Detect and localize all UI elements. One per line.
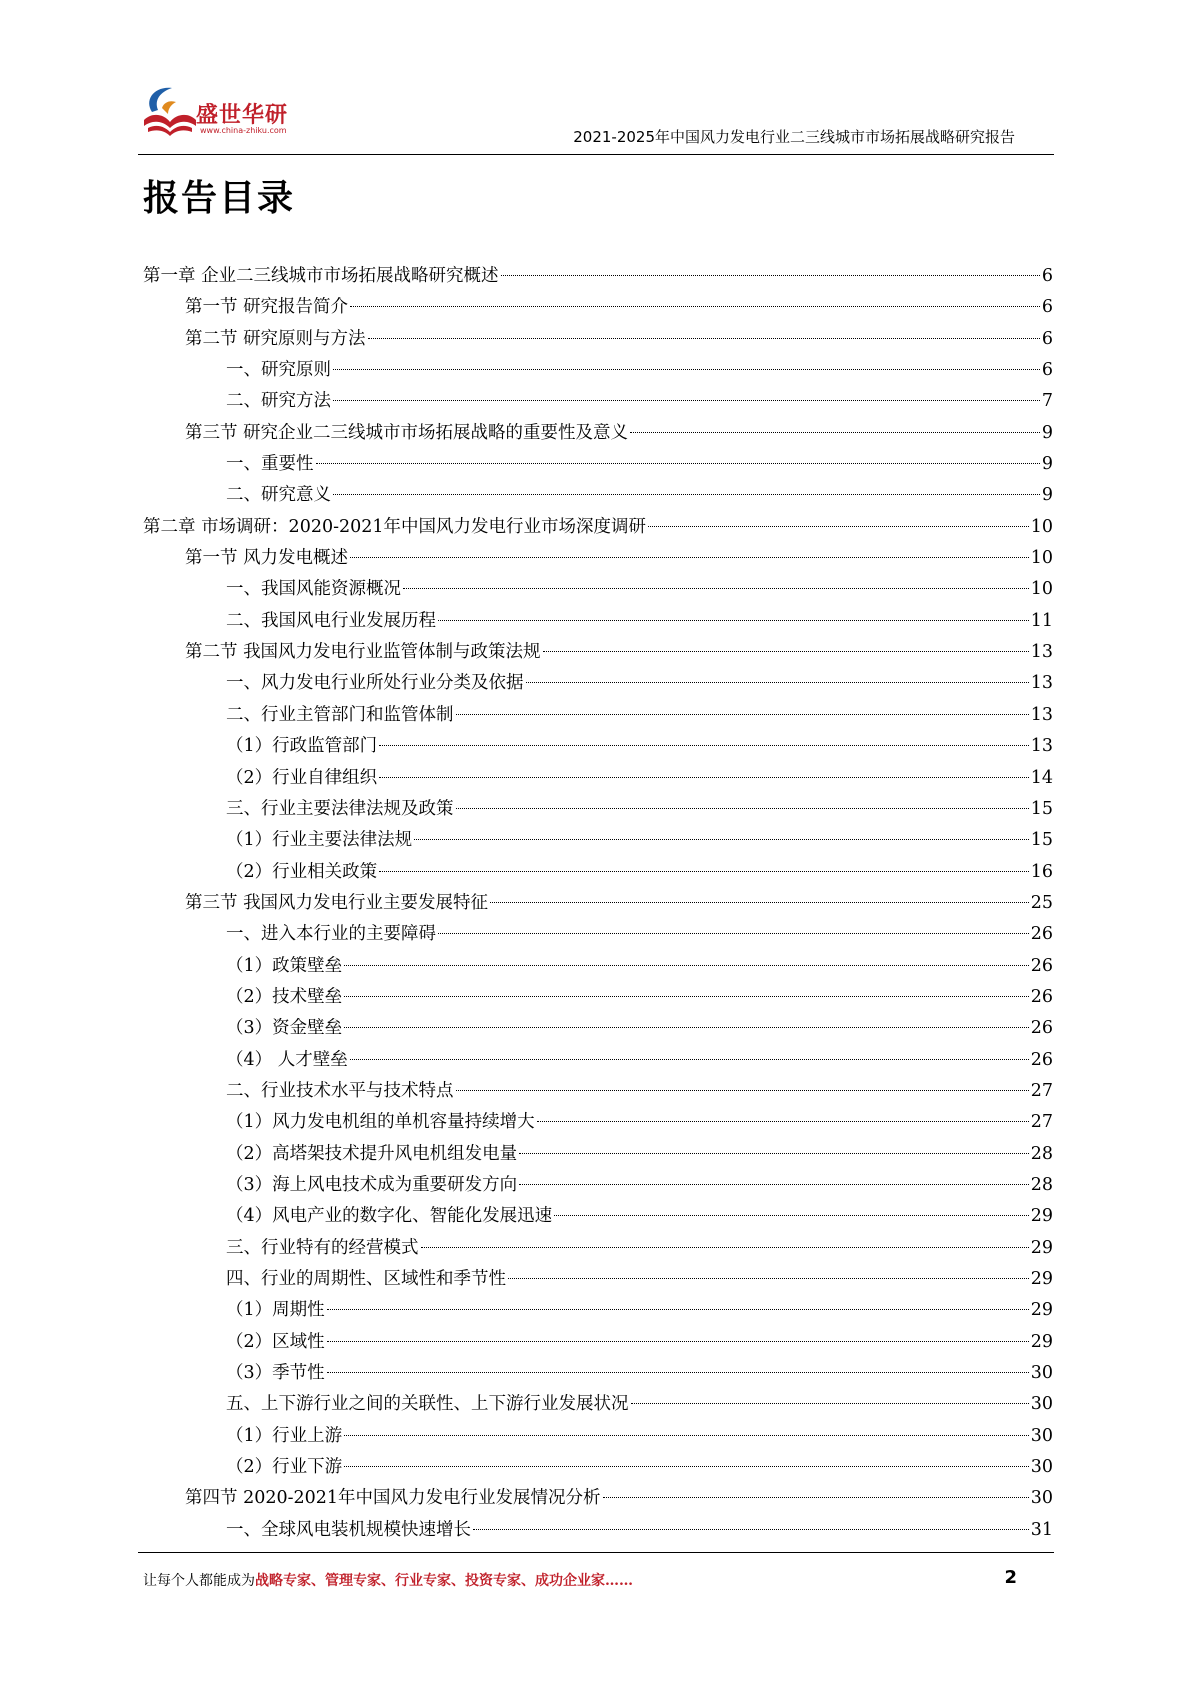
toc-entry[interactable]	[143, 544, 1053, 575]
table-of-contents	[143, 262, 1053, 1547]
toc-entry[interactable]	[143, 764, 1053, 795]
toc-entry-label: （1）风力发电机组的单机容量持续增大	[226, 1112, 535, 1133]
toc-entry[interactable]	[143, 889, 1053, 920]
toc-leader-dots	[438, 620, 1029, 621]
toc-leader-dots	[414, 839, 1029, 840]
toc-leader-dots	[344, 965, 1029, 966]
toc-entry-label: （1）周期性	[226, 1300, 325, 1321]
logo-url: www.china-zhiku.com	[200, 126, 287, 135]
toc-entry-label: （1）行业主要法律法规	[226, 830, 413, 851]
toc-entry-page: 16	[1030, 861, 1053, 882]
toc-entry-page: 28	[1030, 1143, 1053, 1164]
toc-entry-page: 9	[1041, 422, 1053, 443]
toc-leader-dots	[379, 777, 1029, 778]
toc-leader-dots	[350, 306, 1040, 307]
toc-entry-label: （3）资金壁垒	[226, 1018, 343, 1039]
toc-entry-label: （2）行业下游	[226, 1457, 343, 1478]
toc-entry-label: 一、我国风能资源概况	[226, 579, 401, 600]
toc-entry[interactable]	[143, 795, 1053, 826]
toc-entry-page: 26	[1030, 955, 1053, 976]
toc-entry[interactable]	[143, 732, 1053, 763]
toc-entry[interactable]	[143, 262, 1053, 293]
toc-entry[interactable]	[143, 1359, 1053, 1390]
footer-slogan	[143, 1570, 633, 1590]
toc-leader-dots	[333, 494, 1040, 495]
toc-entry[interactable]	[143, 920, 1053, 951]
toc-entry[interactable]	[143, 1077, 1053, 1108]
toc-entry-label: 第四节 2020-2021年中国风力发电行业发展情况分析	[185, 1488, 601, 1509]
toc-leader-dots	[630, 432, 1040, 433]
toc-leader-dots	[327, 1309, 1029, 1310]
toc-entry-page: 13	[1030, 704, 1053, 725]
toc-entry[interactable]	[143, 1202, 1053, 1233]
toc-entry-label: （2）技术壁垒	[226, 986, 343, 1007]
toc-entry-label: （1）行政监管部门	[226, 736, 378, 757]
toc-entry-page: 28	[1030, 1174, 1053, 1195]
toc-entry[interactable]	[143, 858, 1053, 889]
toc-leader-dots	[344, 1435, 1029, 1436]
toc-entry-page: 11	[1030, 610, 1053, 631]
toc-entry-page: 13	[1030, 736, 1053, 757]
toc-entry-label: 第一节 风力发电概述	[185, 548, 349, 569]
toc-leader-dots	[350, 1059, 1029, 1060]
toc-entry-page: 30	[1030, 1425, 1053, 1446]
toc-entry-label: （2）行业相关政策	[226, 861, 378, 882]
toc-entry-page: 30	[1030, 1457, 1053, 1478]
toc-entry-page: 15	[1030, 830, 1053, 851]
toc-leader-dots	[456, 714, 1029, 715]
toc-entry-label: （2）高塔架技术提升风电机组发电量	[226, 1143, 518, 1164]
toc-entry[interactable]	[143, 701, 1053, 732]
toc-entry-page: 6	[1041, 297, 1053, 318]
toc-leader-dots	[490, 902, 1029, 903]
toc-leader-dots	[403, 588, 1029, 589]
toc-entry-label: 二、行业主管部门和监管体制	[226, 704, 454, 725]
toc-entry-label: 第二节 研究原则与方法	[185, 328, 366, 349]
toc-entry[interactable]	[143, 1328, 1053, 1359]
toc-entry[interactable]	[143, 826, 1053, 857]
toc-entry-page: 10	[1030, 579, 1053, 600]
toc-leader-dots	[368, 338, 1040, 339]
toc-entry-page: 29	[1030, 1237, 1053, 1258]
toc-entry[interactable]	[143, 1390, 1053, 1421]
toc-leader-dots	[421, 1247, 1029, 1248]
toc-entry[interactable]	[143, 638, 1053, 669]
toc-entry-label: 一、研究原则	[226, 360, 331, 381]
toc-leader-dots	[501, 275, 1040, 276]
toc-entry-page: 30	[1030, 1488, 1053, 1509]
toc-entry-page: 26	[1030, 924, 1053, 945]
toc-entry[interactable]	[143, 1453, 1053, 1484]
toc-entry[interactable]	[143, 607, 1053, 638]
toc-entry[interactable]	[143, 1234, 1053, 1265]
toc-entry-label: 第二节 我国风力发电行业监管体制与政策法规	[185, 642, 541, 663]
toc-entry[interactable]	[143, 1046, 1053, 1077]
toc-leader-dots	[327, 1341, 1029, 1342]
toc-leader-dots	[519, 1153, 1029, 1154]
toc-entry-page: 6	[1041, 360, 1053, 381]
toc-entry-page: 27	[1030, 1112, 1053, 1133]
toc-entry-page: 31	[1030, 1519, 1053, 1540]
toc-entry-label: （4） 人才壁垒	[226, 1049, 348, 1070]
toc-entry[interactable]	[143, 513, 1053, 544]
toc-leader-dots	[603, 1497, 1029, 1498]
toc-entry-page: 6	[1041, 266, 1053, 286]
toc-leader-dots	[327, 1372, 1029, 1373]
toc-leader-dots	[526, 682, 1029, 683]
toc-entry-label: （4）风电产业的数字化、智能化发展迅速	[226, 1206, 553, 1227]
toc-entry-page: 30	[1030, 1394, 1053, 1415]
toc-leader-dots	[350, 557, 1029, 558]
toc-entry-page: 13	[1030, 673, 1053, 694]
toc-leader-dots	[456, 1090, 1029, 1091]
toc-leader-dots	[316, 463, 1040, 464]
toc-leader-dots	[333, 369, 1040, 370]
toc-entry-page: 7	[1041, 391, 1053, 412]
toc-leader-dots	[333, 400, 1040, 401]
document-title: 2021-2025年中国风力发电行业二三线城市市场拓展战略研究报告	[573, 128, 1015, 146]
toc-leader-dots	[344, 1466, 1029, 1467]
toc-entry-label: 二、研究意义	[226, 485, 331, 506]
toc-entry-page: 15	[1030, 798, 1053, 819]
toc-leader-dots	[344, 1027, 1029, 1028]
toc-leader-dots	[543, 651, 1029, 652]
toc-entry[interactable]	[143, 669, 1053, 700]
toc-entry-page: 27	[1030, 1080, 1053, 1101]
toc-entry-label: 第三节 我国风力发电行业主要发展特征	[185, 892, 489, 913]
toc-entry-label: 一、进入本行业的主要障碍	[226, 924, 436, 945]
toc-entry-label: 三、行业主要法律法规及政策	[226, 798, 454, 819]
toc-entry-page: 10	[1030, 548, 1053, 569]
toc-entry-page: 6	[1041, 328, 1053, 349]
toc-leader-dots	[554, 1215, 1029, 1216]
toc-entry-label: 四、行业的周期性、区域性和季节性	[226, 1269, 506, 1289]
toc-entry[interactable]	[143, 1422, 1053, 1453]
toc-entry-label: 二、研究方法	[226, 391, 331, 412]
toc-leader-dots	[537, 1121, 1029, 1122]
toc-leader-dots	[379, 745, 1029, 746]
toc-entry[interactable]	[143, 952, 1053, 983]
toc-entry-page: 10	[1030, 516, 1053, 537]
toc-entry[interactable]	[143, 1265, 1053, 1296]
toc-entry-label: 第一章 企业二三线城市市场拓展战略研究概述	[143, 266, 499, 286]
toc-entry-page: 29	[1030, 1206, 1053, 1227]
toc-leader-dots	[438, 933, 1029, 934]
toc-entry[interactable]	[143, 1108, 1053, 1139]
page-title: 报告目录	[143, 178, 296, 219]
toc-entry[interactable]	[143, 1516, 1053, 1547]
toc-entry-label: （2）区域性	[226, 1331, 325, 1352]
toc-entry[interactable]	[143, 419, 1053, 450]
footer-divider	[138, 1552, 1054, 1553]
toc-entry-label: （1）政策壁垒	[226, 955, 343, 976]
toc-leader-dots	[519, 1184, 1029, 1185]
page-number: 2	[1004, 1567, 1017, 1588]
toc-entry-label: 一、重要性	[226, 454, 314, 475]
toc-leader-dots	[379, 871, 1029, 872]
logo-name: 盛世华研	[196, 103, 289, 128]
toc-entry-page: 9	[1041, 454, 1053, 475]
toc-entry-label: 二、我国风电行业发展历程	[226, 610, 436, 631]
toc-leader-dots	[508, 1278, 1029, 1279]
toc-entry-page: 13	[1030, 642, 1053, 663]
toc-entry[interactable]	[143, 1171, 1053, 1202]
toc-entry-label: 第二章 市场调研：2020-2021年中国风力发电行业市场深度调研	[143, 516, 647, 537]
toc-entry[interactable]	[143, 293, 1053, 324]
toc-entry-label: 一、全球风电装机规模快速增长	[226, 1519, 471, 1540]
toc-entry[interactable]	[143, 1014, 1053, 1045]
toc-leader-dots	[631, 1403, 1029, 1404]
toc-entry-label: 第三节 研究企业二三线城市市场拓展战略的重要性及意义	[185, 422, 629, 443]
logo-book-icon	[138, 82, 202, 144]
toc-entry-label: 第一节 研究报告简介	[185, 297, 349, 318]
toc-entry[interactable]	[143, 356, 1053, 387]
toc-leader-dots	[344, 996, 1029, 997]
toc-leader-dots	[456, 808, 1029, 809]
toc-entry-page: 29	[1030, 1269, 1053, 1289]
toc-entry[interactable]	[143, 1296, 1053, 1327]
toc-entry-page: 26	[1030, 1049, 1053, 1070]
toc-entry-label: （1）行业上游	[226, 1425, 343, 1446]
toc-entry-page: 26	[1030, 986, 1053, 1007]
toc-entry-page: 14	[1030, 767, 1053, 788]
footer-slogan-prefix: 让每个人都能成为	[143, 1573, 255, 1589]
toc-leader-dots	[473, 1529, 1029, 1530]
toc-entry-label: （2）行业自律组织	[226, 767, 378, 788]
toc-entry-label: （3）季节性	[226, 1363, 325, 1384]
toc-entry-label: 二、行业技术水平与技术特点	[226, 1080, 454, 1101]
header-divider	[138, 154, 1054, 155]
toc-entry[interactable]	[143, 983, 1053, 1014]
toc-entry-page: 25	[1030, 892, 1053, 913]
toc-entry-page: 29	[1030, 1331, 1053, 1352]
toc-entry[interactable]	[143, 1484, 1053, 1515]
toc-entry[interactable]	[143, 1140, 1053, 1171]
brand-logo	[138, 82, 308, 144]
toc-entry[interactable]	[143, 387, 1053, 418]
toc-entry[interactable]	[143, 325, 1053, 356]
toc-entry[interactable]	[143, 450, 1053, 481]
toc-entry[interactable]	[143, 481, 1053, 512]
toc-entry[interactable]	[143, 575, 1053, 606]
toc-entry-page: 26	[1030, 1018, 1053, 1039]
toc-entry-page: 9	[1041, 485, 1053, 506]
toc-entry-label: （3）海上风电技术成为重要研发方向	[226, 1174, 518, 1195]
toc-leader-dots	[648, 526, 1029, 527]
toc-entry-label: 五、上下游行业之间的关联性、上下游行业发展状况	[226, 1394, 629, 1415]
toc-entry-label: 三、行业特有的经营模式	[226, 1237, 419, 1258]
toc-entry-page: 29	[1030, 1300, 1053, 1321]
footer-slogan-highlight: 战略专家、管理专家、行业专家、投资专家、成功企业家……	[255, 1573, 633, 1589]
toc-entry-label: 一、风力发电行业所处行业分类及依据	[226, 673, 524, 694]
toc-entry-page: 30	[1030, 1363, 1053, 1384]
